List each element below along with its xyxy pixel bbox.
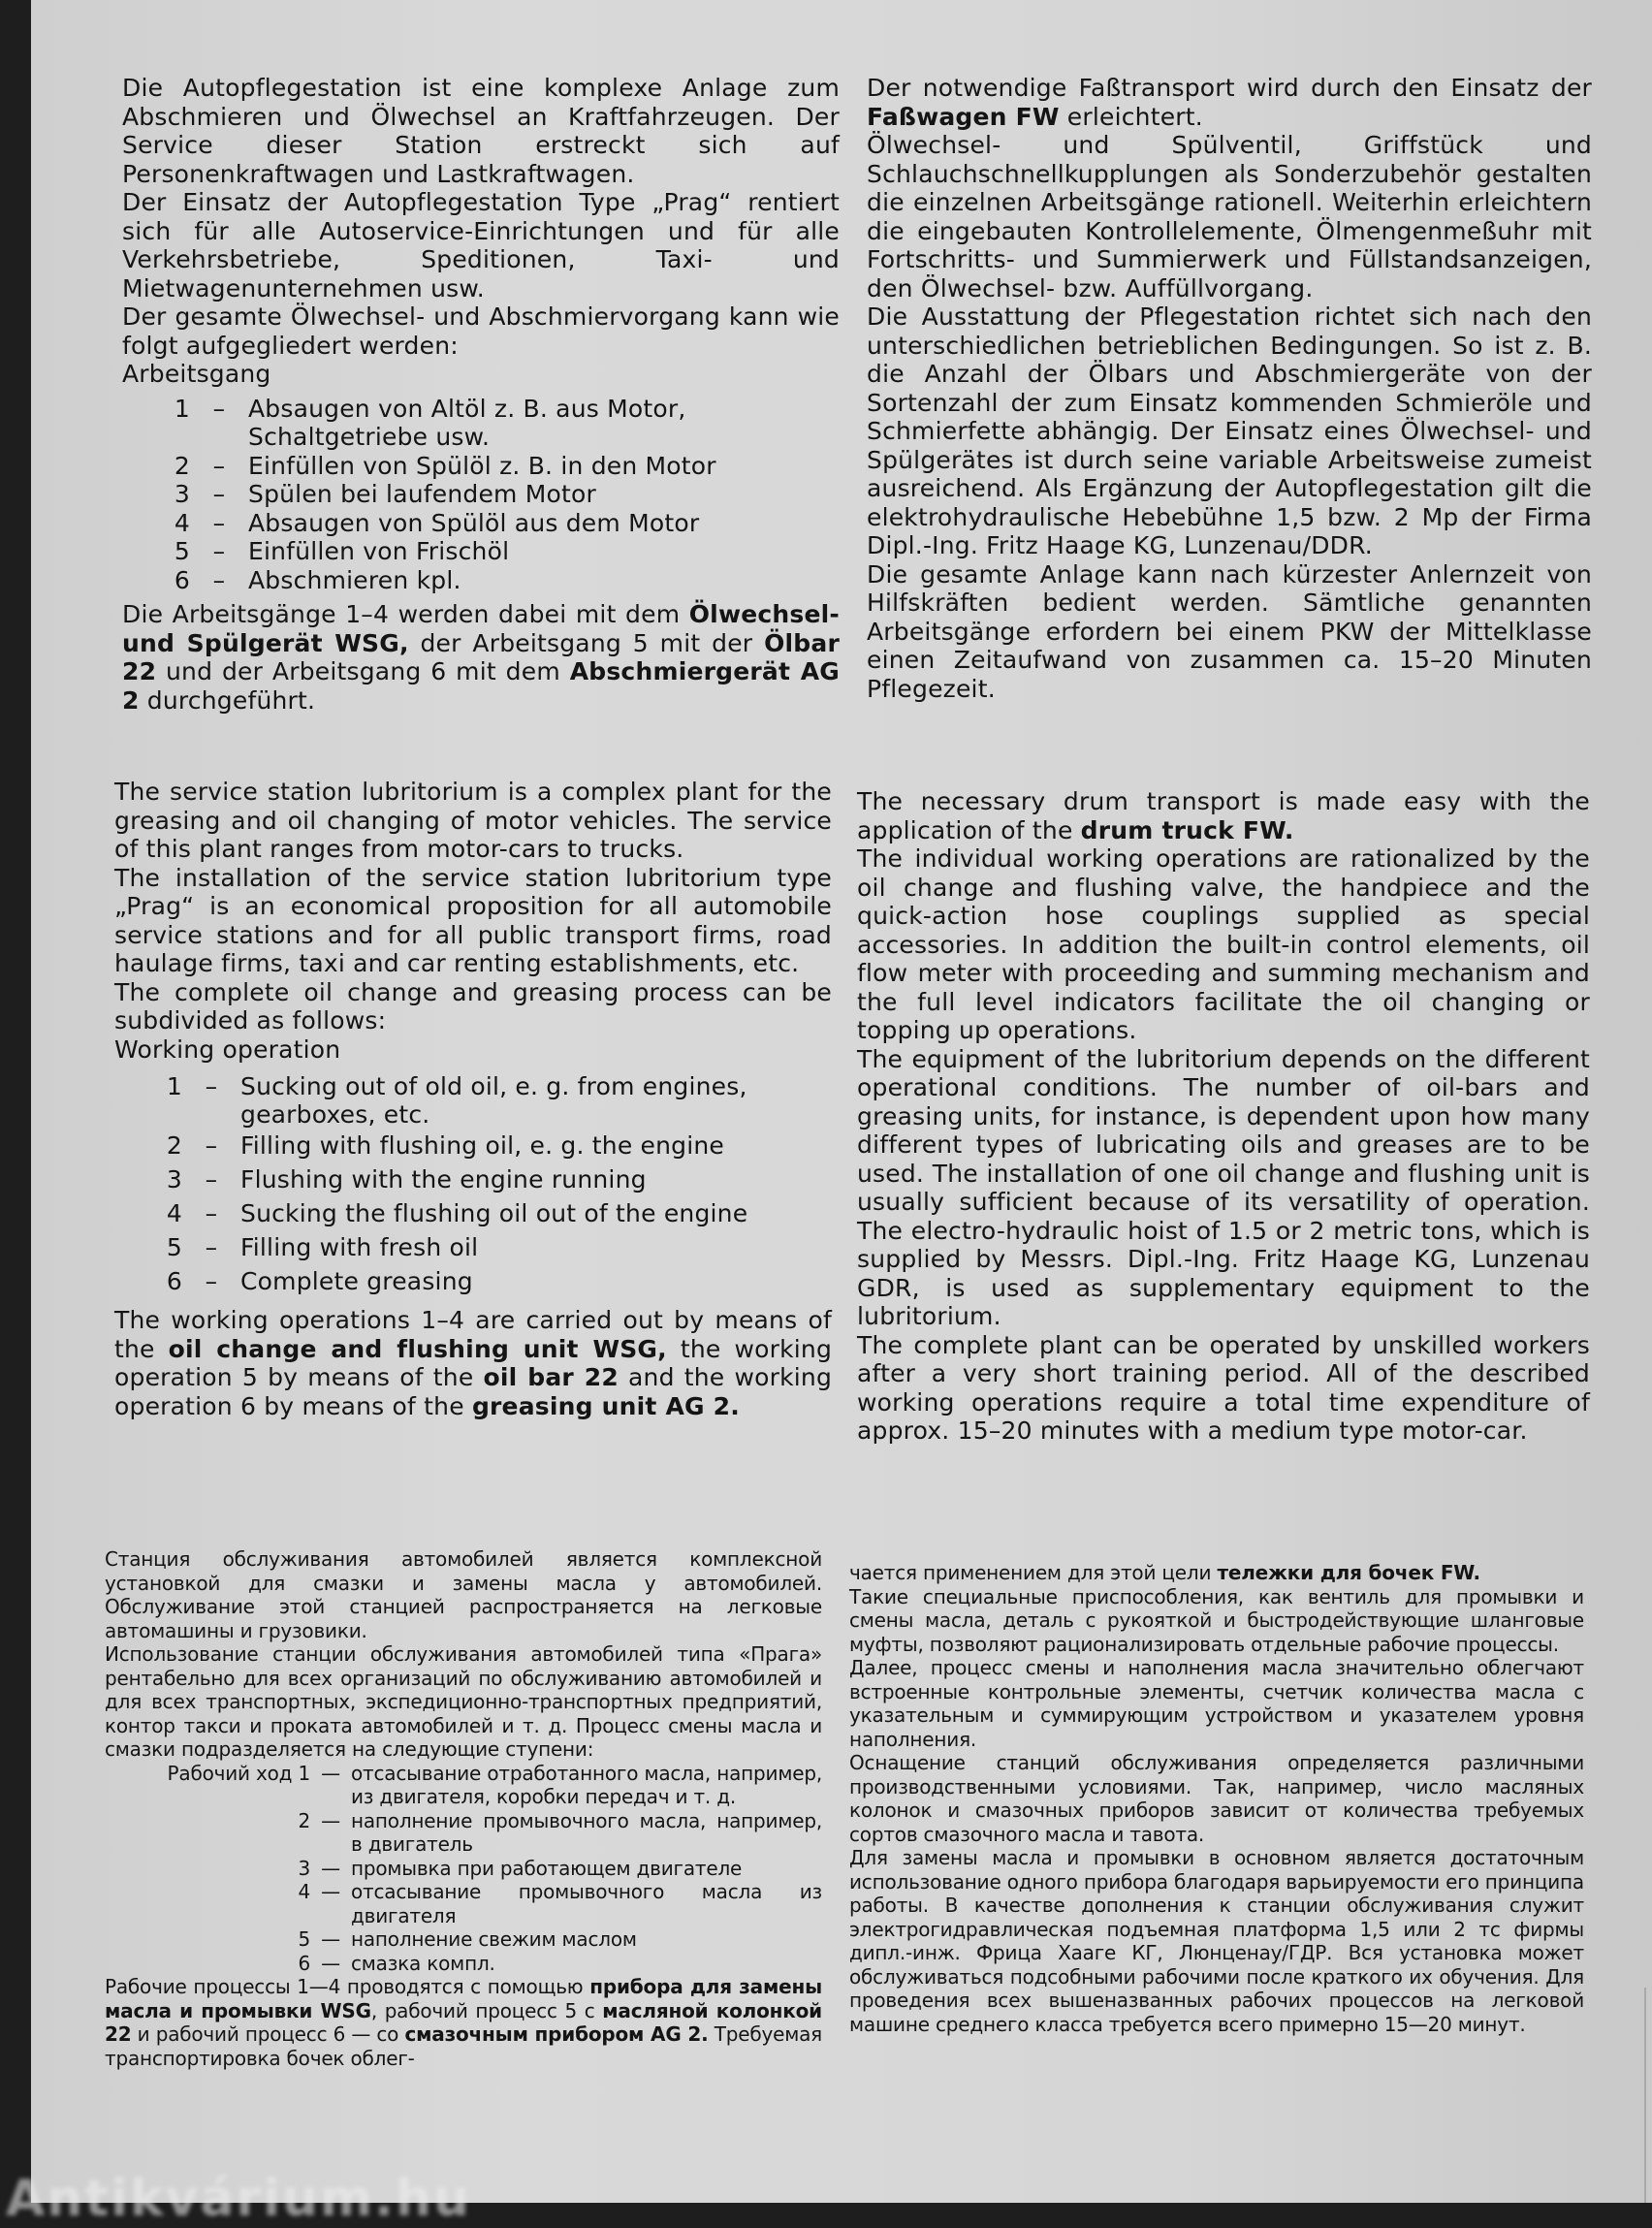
brochure-page [31, 0, 1652, 2203]
step-dash: – [205, 1131, 218, 1160]
step-text: промывка при работающем двигателе [351, 1856, 743, 1880]
list-item [122, 395, 840, 452]
list-item [114, 1069, 832, 1129]
text-run: Рабочие процессы 1—4 проводятся с помощью [105, 1975, 590, 1998]
german-right-column [867, 74, 1592, 703]
step-text: Abschmieren kpl. [248, 565, 461, 594]
paragraph: The equipment of the lubritorium depends on the different operational conditions. The number of oil-bars and greasing units, for instance, is dependent upon how many different types of lubricating oils and greases are to be used. The installation of one oil change and flushing unit is usually sufficient because of its versatility of operation. The electro-hydraulic hoist of 1.5 or 2 metric tons, which is supplied by Messrs. Dipl.-Ing. Fritz Haage KG, Lunzenau GDR, is used as supplementary equipment to the lubritorium. [857, 1044, 1590, 1330]
list-item [114, 1129, 832, 1162]
closing-paragraph [105, 1975, 822, 2070]
paragraph: Die gesamte Anlage kann nach kürzester Anlernzeit von Hilfskräften bedient werden. Sämtliche genannten Arbeitsgänge erfordern bei einem PKW der Mittelklasse einen Zeitaufwand von zusammen ca. 15–20 Minuten Pflegezeit. [867, 559, 1592, 703]
paragraph: The service station lubritorium is a complex plant for the greasing and oil changing of motor vehicles. The service of this plant ranges from motor-cars to trucks. [114, 778, 832, 863]
step-dash: – [205, 1072, 218, 1100]
step-dash: – [205, 1233, 218, 1261]
step-text: Einfüllen von Frischöl [248, 537, 510, 565]
product-name: Ölwechsel- und Spülgerät WSG, [122, 600, 840, 657]
step-number: 2 [298, 1808, 310, 1832]
paper-fold-line [1644, 1988, 1646, 2203]
list-item [105, 1762, 822, 1809]
step-dash: – [212, 537, 226, 565]
text-run: , рабочий процесс 5 с [370, 1998, 603, 2022]
step-number: 5 [166, 1233, 182, 1261]
list-item [105, 1857, 822, 1881]
paragraph [857, 787, 1590, 844]
english-left-column [114, 778, 832, 1420]
step-number: 6 [174, 565, 190, 594]
step-dash: – [212, 565, 226, 594]
paragraph: Оснащение станций обслуживания определяется различными производственными условиями. Так, например, число масляных колонок и смазочных приборов зависит от количества требуемых сортов смазочного масла и тавота. [849, 1751, 1584, 1846]
step-number: 4 [174, 508, 190, 537]
text-run: the working operation 5 by means of the [114, 1334, 833, 1391]
step-text: Absaugen von Altöl z. B. aus Motor, Schaltgetriebe usw. [248, 394, 686, 451]
product-name: тележки для бочек FW. [1217, 1561, 1480, 1584]
paragraph: Далее, процесс смены и наполнения масла значительно облегчают встроенные контрольные элементы, счетчик количества масла с указательным и суммирующим устройством и указателем уровня наполнения. [849, 1656, 1584, 1751]
list-item [105, 1880, 822, 1927]
step-number: 2 [174, 451, 190, 480]
list-item [122, 537, 840, 566]
list-item [114, 1196, 832, 1230]
paragraph [867, 74, 1592, 131]
text-run: Требуемая транспортировка бочек облег- [105, 2022, 822, 2070]
product-name: drum truck FW. [1080, 815, 1294, 844]
english-right-column [857, 787, 1590, 1446]
step-dash: – [205, 1267, 218, 1295]
step-dash: — [321, 1856, 340, 1880]
step-text: Flushing with the engine running [240, 1165, 647, 1194]
product-name: oil bar 22 [483, 1363, 619, 1391]
product-name: смазочным прибором AG 2. [404, 2022, 709, 2046]
step-dash: – [212, 451, 226, 480]
paragraph: The complete plant can be operated by unskilled workers after a very short training period. All of the described working operations require a total time expenditure of approx. 15–20 minutes with a medium type motor-car. [857, 1330, 1590, 1445]
closing-paragraph [114, 1306, 832, 1420]
step-number: 5 [174, 537, 190, 565]
text-run: The necessary drum transport is made easy with the application of the [857, 787, 1590, 844]
step-dash: — [321, 1951, 340, 1975]
step-number: 1 [174, 394, 190, 423]
step-text: Complete greasing [240, 1267, 473, 1295]
list-item [122, 452, 840, 481]
step-list [105, 1762, 822, 1976]
paragraph: Ölwechsel- und Spülventil, Griffstück und Schlauchschnellkupplungen als Sonderzubehör gestalten die einzelnen Arbeitsgänge rationell. Weiterhin erleichtern die eingebauten Kontrollelemente, Ölmengenmeßuhr mit Fortschritts- und Summierwerk und Füllstandsanzeigen, den Ölwechsel- bzw. Auffüllvorgang. [867, 131, 1592, 302]
text-run: durchgeführt. [139, 685, 316, 715]
list-item [105, 1927, 822, 1952]
step-dash: — [321, 1808, 340, 1832]
list-heading: Рабочий ход [167, 1761, 293, 1785]
paragraph: Использование станции обслуживания автомобилей типа «Прага» рентабельно для всех организаций по обслуживанию автомобилей и для всех транспортных, экспедиционно-транспортных предприятий, контор такси и проката автомобилей и т. д. Процесс смены масла и смазки подразделяется на следующие ступени: [105, 1642, 822, 1761]
russian-left-column [105, 1547, 822, 2070]
watermark: Antikvárium.hu [6, 2170, 471, 2228]
step-number: 3 [174, 480, 190, 508]
step-number: 3 [298, 1856, 310, 1880]
step-number: 6 [166, 1267, 182, 1295]
step-text: Filling with fresh oil [240, 1233, 479, 1261]
list-item [122, 509, 840, 538]
step-number: 4 [298, 1880, 310, 1903]
list-item [114, 1264, 832, 1298]
paragraph: Der gesamte Ölwechsel- und Abschmiervorgang kann wie folgt aufgegliedert werden: [122, 302, 840, 360]
list-item [114, 1230, 832, 1264]
russian-right-column [849, 1561, 1584, 2036]
paragraph: The installation of the service station lubritorium type „Prag“ is an economical proposition for all automobile service stations and for all public transport firms, road haulage firms, taxi and car renting establishments, etc. [114, 863, 832, 977]
text-run: чается применением для этой цели [849, 1561, 1218, 1584]
step-text: Filling with flushing oil, e. g. the engine [240, 1131, 725, 1160]
step-number-value: 1 [298, 1761, 310, 1785]
step-dash: — [321, 1880, 340, 1903]
step-number: 5 [298, 1927, 310, 1951]
list-heading: Working operation [114, 1034, 341, 1064]
step-dash: – [212, 394, 226, 423]
product-name: Abschmiergerät AG 2 [122, 657, 840, 715]
paragraph: The individual working operations are rationalized by the oil change and flushing valve, the handpiece and the quick-action hose couplings supplied as special accessories. In addition the built-in control elements, oil flow meter with proceeding and summing mechanism and the full level indicators facilitate the oil changing or topping up operations. [857, 844, 1590, 1044]
product-name: Faßwagen FW [867, 102, 1060, 131]
step-text: наполнение свежим маслом [351, 1927, 637, 1951]
product-name: прибора для замены масла и промывки WSG [105, 1975, 822, 2022]
paragraph: Die Autopflegestation ist eine komplexe Anlage zum Abschmieren und Ölwechsel an Kraftfahrzeugen. Der Service dieser Station erstreckt sich auf Personenkraftwagen und Lastkraftwagen. [122, 74, 840, 188]
paragraph [849, 1561, 1584, 1585]
step-number: 4 [166, 1199, 182, 1227]
step-number [105, 1762, 310, 1809]
step-text: наполнение промывочного масла, например, в двигатель [351, 1808, 822, 1856]
step-dash: — [321, 1761, 340, 1785]
step-number: 6 [298, 1951, 310, 1975]
text-run: The working operations 1–4 are carried out by means of the [114, 1306, 832, 1363]
list-item [122, 480, 840, 509]
list-heading: Arbeitsgang [122, 360, 271, 388]
step-number: 2 [166, 1131, 182, 1160]
list-item [105, 1809, 822, 1857]
closing-paragraph [122, 600, 840, 715]
paragraph: Станция обслуживания автомобилей является комплексной установкой для смазки и замены масла у автомобилей. Обслуживание этой станцией распространяется на легковые автомашины и грузовики. [105, 1547, 822, 1642]
text-run: and the working operation 6 by means of the [114, 1363, 833, 1420]
german-left-column [122, 74, 840, 715]
product-name: масляной колонкой 22 [105, 1998, 823, 2046]
list-item [122, 566, 840, 595]
text-run: erleichtert. [1059, 102, 1203, 131]
paragraph: Для замены масла и промывки в основном является достаточным использование одного прибора благодаря варьируемости его принципа работы. В качестве дополнения к станции обслуживания служит электрогидравлическая подъемная платформа 1,5 или 2 тс фирмы дипл.-инж. Фрица Хааге КГ, Люнценау/ГДР. Вся установка может обслуживаться подсобными рабочими после краткого их обучения. Для проведения всех вышеназванных рабочих процессов на легковой машине среднего класса требуется всего примерно 15—20 минут. [849, 1846, 1584, 2036]
step-text: Absaugen von Spülöl aus dem Motor [248, 508, 700, 537]
text-run: der Arbeitsgang 5 mit der [408, 628, 765, 657]
step-text: отсасывание отработанного масла, например, из двигателя, коробки передач и т. д. [351, 1761, 822, 1808]
step-dash: – [205, 1199, 218, 1227]
step-dash: – [212, 480, 226, 508]
list-item [114, 1162, 832, 1196]
step-text: смазка компл. [351, 1951, 495, 1975]
text-run: und der Arbeitsgang 6 mit dem [156, 657, 570, 685]
step-text: Sucking out of old oil, e. g. from engines, gearboxes, etc. [240, 1072, 747, 1129]
step-text: отсасывание промывочного масла из двигателя [351, 1880, 822, 1927]
text-run: Die Arbeitsgänge 1–4 werden dabei mit dem [122, 600, 689, 628]
step-number: 1 [166, 1072, 182, 1100]
step-text: Sucking the flushing oil out of the engine [240, 1199, 748, 1227]
paragraph: Такие специальные приспособления, как вентиль для промывки и смены масла, деталь с рукояткой и быстродействующие шланговые муфты, позволяют рационализировать отдельные рабочие процессы. [849, 1584, 1584, 1656]
step-text: Einfüllen von Spülöl z. B. in den Motor [248, 451, 716, 480]
paragraph: The complete oil change and greasing process can be subdivided as follows: [114, 977, 832, 1034]
step-list [122, 395, 840, 595]
list-item [105, 1952, 822, 1976]
text-run: и рабочий процесс 6 — со [131, 2022, 405, 2046]
text-run: Der notwendige Faßtransport wird durch den Einsatz der [867, 74, 1592, 102]
paragraph: Die Ausstattung der Pflegestation richtet sich nach den unterschiedlichen betrieblichen Bedingungen. So ist z. B. die Anzahl der Ölbars und Abschmiergeräte von der Sortenzahl der zum Einsatz kommenden Schmieröle und Schmierfette abhängig. Der Einsatz eines Ölwechsel- und Spülgerätes ist durch seine variable Arbeitsweise zumeist ausreichend. Als Ergänzung der Autopflegestation gilt die elektrohydraulische Hebebühne 1,5 bzw. 2 Mp der Firma Dipl.-Ing. Fritz Haage KG, Lunzenau/DDR. [867, 302, 1592, 559]
step-dash: – [205, 1165, 218, 1194]
step-list [114, 1069, 832, 1298]
product-name: greasing unit AG 2. [471, 1391, 740, 1420]
product-name: Ölbar 22 [122, 628, 840, 685]
step-number: 3 [166, 1165, 182, 1194]
step-dash: — [321, 1927, 340, 1951]
paragraph: Der Einsatz der Autopflegestation Type „Prag“ rentiert sich für alle Autoservice-Einrichtungen und für alle Verkehrsbetriebe, Speditionen, Taxi- und Mietwagenunternehmen usw. [122, 188, 840, 302]
step-text: Spülen bei laufendem Motor [248, 480, 596, 508]
step-dash: – [212, 508, 226, 537]
product-name: oil change and flushing unit WSG, [168, 1334, 667, 1363]
